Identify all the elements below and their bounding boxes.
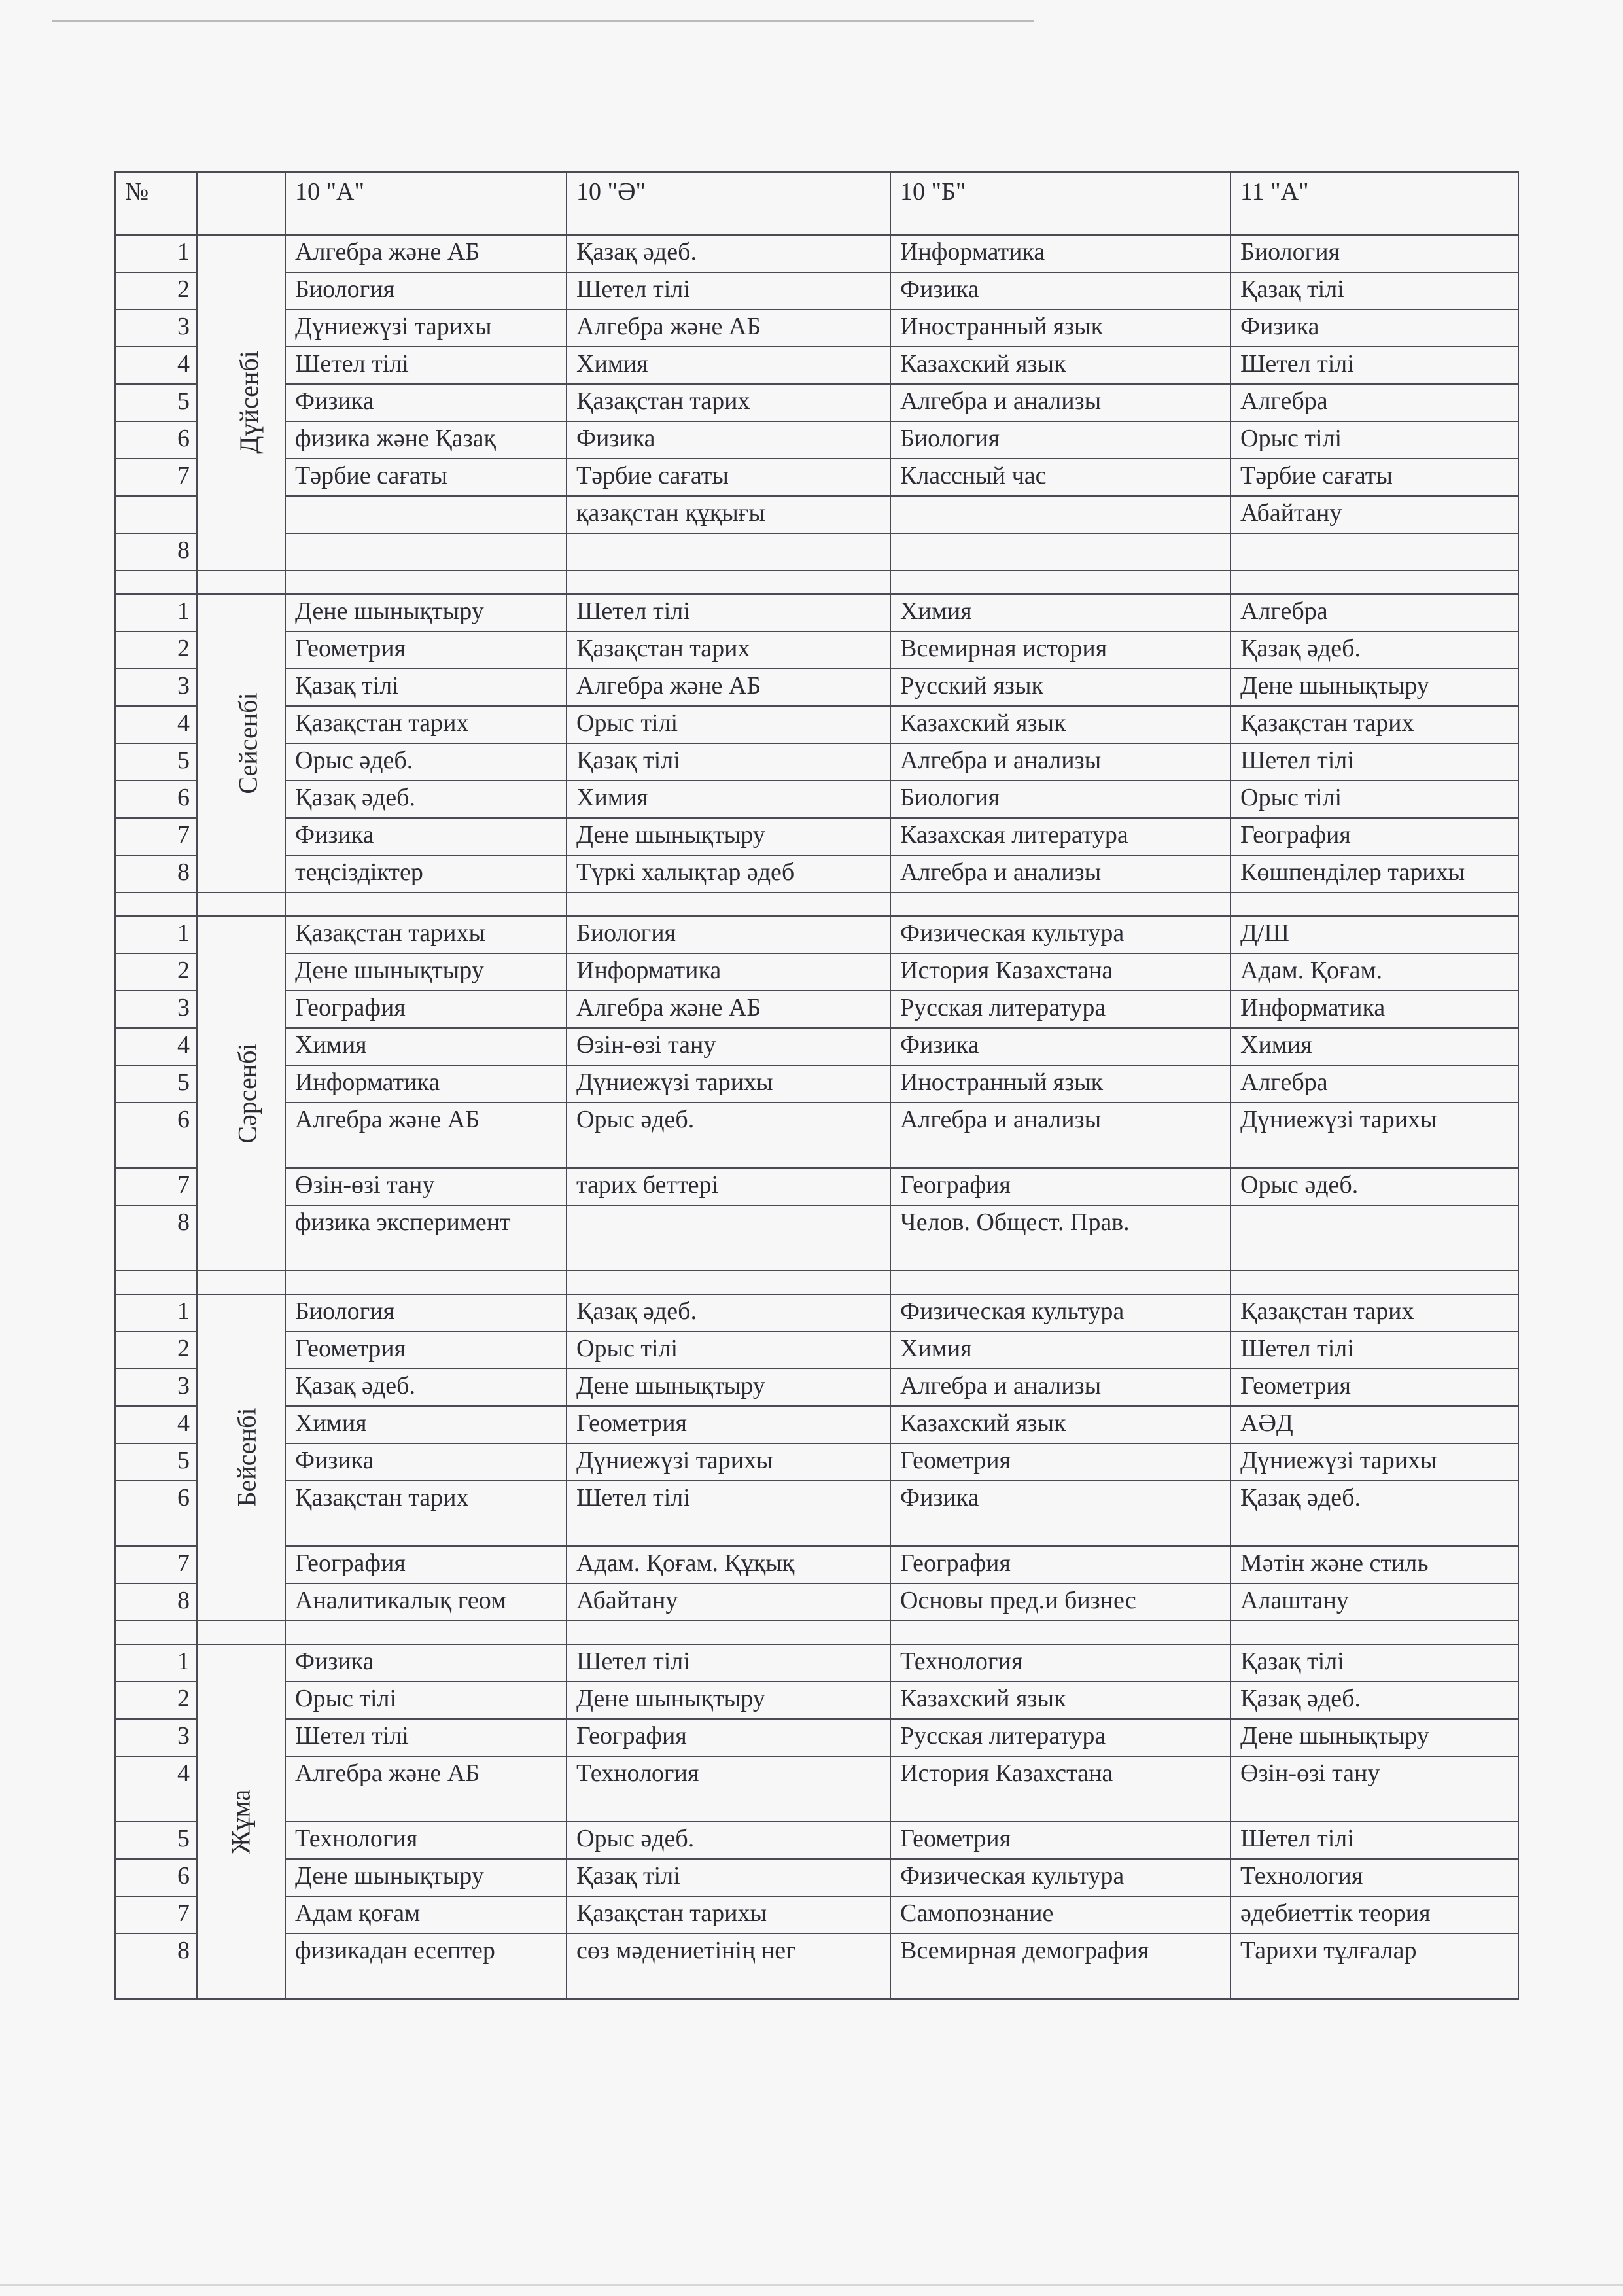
subject-cell: Орыс әдеб. xyxy=(567,1103,890,1168)
empty-cell xyxy=(285,1621,567,1644)
empty-cell xyxy=(197,1621,285,1644)
subject-cell: тарих беттері xyxy=(567,1168,890,1205)
subject-cell: Өзін-өзі тану xyxy=(567,1028,890,1065)
subject-cell: Челов. Общест. Прав. xyxy=(890,1205,1230,1271)
subject-cell: Орыс әдеб. xyxy=(1230,1168,1518,1205)
subject-cell: Абайтану xyxy=(1230,496,1518,533)
subject-cell: Қазақстан тарихы xyxy=(567,1896,890,1934)
subject-cell: Физика xyxy=(285,1443,567,1481)
day-name: Дүйсенбі xyxy=(234,351,264,454)
subject-cell: Қазақ әдеб. xyxy=(567,1294,890,1332)
empty-cell xyxy=(115,1271,197,1294)
subject-cell: Мәтін және стиль xyxy=(1230,1546,1518,1583)
day-name: Сәрсенбі xyxy=(232,1042,262,1144)
lesson-row xyxy=(115,1546,1518,1583)
lesson-number: 2 xyxy=(115,272,197,309)
subject-cell: География xyxy=(1230,818,1518,855)
lesson-number xyxy=(115,496,197,533)
empty-cell xyxy=(197,892,285,916)
subject-cell: История Казахстана xyxy=(890,953,1230,991)
lesson-number: 3 xyxy=(115,1719,197,1756)
subject-cell: Технология xyxy=(285,1822,567,1859)
day-name: Бейсенбі xyxy=(232,1407,262,1507)
lesson-number: 1 xyxy=(115,1294,197,1332)
subject-cell: Геометрия xyxy=(1230,1369,1518,1406)
lesson-row xyxy=(115,347,1518,384)
lesson-row xyxy=(115,272,1518,309)
subject-cell: Химия xyxy=(285,1406,567,1443)
lesson-row xyxy=(115,1583,1518,1621)
lesson-number: 3 xyxy=(115,1369,197,1406)
subject-cell: Қазақстан тарих xyxy=(1230,706,1518,743)
subject-cell: Тәрбие сағаты xyxy=(567,459,890,496)
subject-cell: Дүниежүзі тарихы xyxy=(567,1065,890,1103)
subject-cell: Тәрбие сағаты xyxy=(1230,459,1518,496)
subject-cell: Орыс әдеб. xyxy=(285,743,567,781)
subject-cell: Казахский язык xyxy=(890,1682,1230,1719)
subject-cell xyxy=(1230,1205,1518,1271)
lesson-row xyxy=(115,855,1518,892)
subject-cell: физикадан есептер xyxy=(285,1934,567,1999)
subject-cell: Қазақ әдеб. xyxy=(285,1369,567,1406)
subject-cell: Шетел тілі xyxy=(285,1719,567,1756)
subject-cell: Биология xyxy=(890,421,1230,459)
lesson-number: 8 xyxy=(115,1583,197,1621)
lesson-number: 1 xyxy=(115,594,197,631)
subject-cell: Дүниежүзі тарихы xyxy=(1230,1443,1518,1481)
subject-cell xyxy=(285,533,567,571)
empty-cell xyxy=(567,1271,890,1294)
lesson-row xyxy=(115,1822,1518,1859)
lesson-row xyxy=(115,1644,1518,1682)
subject-cell: Информатика xyxy=(1230,991,1518,1028)
timetable-body xyxy=(115,235,1518,1999)
subject-cell: Русский язык xyxy=(890,669,1230,706)
subject-cell: Биология xyxy=(285,1294,567,1332)
lesson-number: 5 xyxy=(115,384,197,421)
lesson-number: 4 xyxy=(115,706,197,743)
subject-cell: Алгебра и анализы xyxy=(890,384,1230,421)
lesson-number: 1 xyxy=(115,1644,197,1682)
empty-cell xyxy=(1230,1271,1518,1294)
subject-cell xyxy=(567,533,890,571)
subject-cell: Дене шынықтыру xyxy=(567,1682,890,1719)
subject-cell: Қазақстан тарих xyxy=(285,1481,567,1546)
subject-cell: Шетел тілі xyxy=(567,1644,890,1682)
empty-cell xyxy=(197,1271,285,1294)
subject-cell: Информатика xyxy=(890,235,1230,272)
lesson-number: 7 xyxy=(115,1896,197,1934)
empty-cell xyxy=(197,571,285,594)
empty-cell xyxy=(285,1271,567,1294)
subject-cell: Технология xyxy=(567,1756,890,1822)
day-name-cell xyxy=(197,235,285,571)
class-header: 10 "А" xyxy=(285,172,567,235)
lesson-row xyxy=(115,781,1518,818)
subject-cell: Физика xyxy=(1230,309,1518,347)
day-separator-row xyxy=(115,1621,1518,1644)
lesson-number: 6 xyxy=(115,1859,197,1896)
subject-cell: Информатика xyxy=(285,1065,567,1103)
subject-cell: Орыс тілі xyxy=(1230,781,1518,818)
lesson-row xyxy=(115,459,1518,496)
subject-cell: Алгебра және АБ xyxy=(285,1103,567,1168)
subject-cell: Физика xyxy=(890,272,1230,309)
subject-cell: Русская литература xyxy=(890,1719,1230,1756)
empty-cell xyxy=(115,571,197,594)
lesson-number: 4 xyxy=(115,1028,197,1065)
subject-cell: Өзін-өзі тану xyxy=(285,1168,567,1205)
lesson-row xyxy=(115,421,1518,459)
empty-cell xyxy=(1230,571,1518,594)
subject-cell: Адам. Қоғам. Құқық xyxy=(567,1546,890,1583)
subject-cell: АӘД xyxy=(1230,1406,1518,1443)
subject-cell: Орыс әдеб. xyxy=(567,1822,890,1859)
subject-cell: Технология xyxy=(1230,1859,1518,1896)
lesson-number: 3 xyxy=(115,309,197,347)
class-header: 10 "Б" xyxy=(890,172,1230,235)
subject-cell: Алгебра и анализы xyxy=(890,855,1230,892)
subject-cell: Русская литература xyxy=(890,991,1230,1028)
subject-cell: Қазақстан тарих xyxy=(285,706,567,743)
lesson-row xyxy=(115,818,1518,855)
lesson-row xyxy=(115,1682,1518,1719)
subject-cell: Химия xyxy=(890,1332,1230,1369)
day-name-cell xyxy=(197,1294,285,1621)
lesson-number: 6 xyxy=(115,421,197,459)
subject-cell: Технология xyxy=(890,1644,1230,1682)
day-name: Жұма xyxy=(226,1789,256,1854)
subject-cell: Дүниежүзі тарихы xyxy=(285,309,567,347)
subject-cell: Химия xyxy=(567,347,890,384)
subject-cell: Дене шынықтыру xyxy=(285,953,567,991)
lesson-number: 2 xyxy=(115,631,197,669)
subject-cell xyxy=(567,1205,890,1271)
lesson-number: 2 xyxy=(115,1332,197,1369)
day-name: Сейсенбі xyxy=(233,692,263,794)
lesson-row xyxy=(115,1369,1518,1406)
lesson-number: 3 xyxy=(115,669,197,706)
lesson-number: 7 xyxy=(115,1168,197,1205)
subject-cell: Алгебра және АБ xyxy=(567,669,890,706)
lesson-number: 4 xyxy=(115,1406,197,1443)
subject-cell: География xyxy=(890,1546,1230,1583)
subject-cell: Орыс тілі xyxy=(567,1332,890,1369)
subject-cell: Химия xyxy=(890,594,1230,631)
subject-cell: Алгебра xyxy=(1230,384,1518,421)
subject-cell: Дене шынықтыру xyxy=(1230,669,1518,706)
subject-cell: Қазақ әдеб. xyxy=(1230,1682,1518,1719)
subject-cell: Қазақ әдеб. xyxy=(1230,1481,1518,1546)
lesson-row xyxy=(115,1103,1518,1168)
lesson-row xyxy=(115,1294,1518,1332)
subject-cell: Дене шынықтыру xyxy=(567,818,890,855)
subject-cell: Иностранный язык xyxy=(890,309,1230,347)
lesson-row xyxy=(115,916,1518,953)
scan-edge-line xyxy=(0,2284,1623,2286)
timetable-sheet xyxy=(114,171,1518,2000)
subject-cell: Шетел тілі xyxy=(1230,347,1518,384)
lesson-row xyxy=(115,1168,1518,1205)
lesson-row xyxy=(115,1443,1518,1481)
subject-cell: Физика xyxy=(285,818,567,855)
lesson-number: 5 xyxy=(115,743,197,781)
subject-cell: Қазақ тілі xyxy=(1230,272,1518,309)
empty-cell xyxy=(1230,1621,1518,1644)
lesson-number: 6 xyxy=(115,1481,197,1546)
lesson-number: 8 xyxy=(115,855,197,892)
subject-cell: Д/Ш xyxy=(1230,916,1518,953)
lesson-row xyxy=(115,1028,1518,1065)
lesson-number: 6 xyxy=(115,781,197,818)
empty-cell xyxy=(890,1271,1230,1294)
subject-cell: Алгебра и анализы xyxy=(890,1369,1230,1406)
subject-cell: Физическая культура xyxy=(890,1859,1230,1896)
subject-cell: Биология xyxy=(890,781,1230,818)
empty-cell xyxy=(1230,892,1518,916)
subject-cell: Химия xyxy=(1230,1028,1518,1065)
day-name-cell xyxy=(197,916,285,1271)
lesson-number: 7 xyxy=(115,818,197,855)
lesson-row xyxy=(115,594,1518,631)
header-row xyxy=(115,172,1518,235)
subject-cell: Қазақстан тарих xyxy=(567,631,890,669)
lesson-row xyxy=(115,706,1518,743)
lesson-row xyxy=(115,309,1518,347)
empty-cell xyxy=(115,1621,197,1644)
scan-edge-line xyxy=(52,20,1034,22)
lesson-row xyxy=(115,743,1518,781)
subject-cell: Қазақ тілі xyxy=(1230,1644,1518,1682)
lesson-number: 2 xyxy=(115,953,197,991)
lesson-row xyxy=(115,1859,1518,1896)
lesson-row xyxy=(115,1896,1518,1934)
empty-cell xyxy=(567,892,890,916)
class-header: 11 "А" xyxy=(1230,172,1518,235)
empty-cell xyxy=(285,571,567,594)
subject-cell: География xyxy=(285,1546,567,1583)
lesson-row xyxy=(115,1065,1518,1103)
subject-cell: Шетел тілі xyxy=(567,1481,890,1546)
lesson-row xyxy=(115,991,1518,1028)
subject-cell: Алгебра и анализы xyxy=(890,1103,1230,1168)
subject-cell xyxy=(285,496,567,533)
lesson-number: 4 xyxy=(115,347,197,384)
subject-cell: Иностранный язык xyxy=(890,1065,1230,1103)
lesson-number: 7 xyxy=(115,459,197,496)
lesson-row xyxy=(115,1406,1518,1443)
subject-cell: Адам қоғам xyxy=(285,1896,567,1934)
lesson-number: 5 xyxy=(115,1443,197,1481)
lesson-row xyxy=(115,533,1518,571)
subject-cell: Орыс тілі xyxy=(567,706,890,743)
lesson-row xyxy=(115,1332,1518,1369)
subject-cell: физика эксперимент xyxy=(285,1205,567,1271)
subject-cell: История Казахстана xyxy=(890,1756,1230,1822)
day-name-cell xyxy=(197,594,285,892)
subject-cell: Физическая культура xyxy=(890,916,1230,953)
empty-cell xyxy=(115,892,197,916)
day-name-cell xyxy=(197,1644,285,1999)
lesson-row xyxy=(115,1205,1518,1271)
subject-cell: Тәрбие сағаты xyxy=(285,459,567,496)
day-separator-row xyxy=(115,892,1518,916)
subject-cell: Қазақстан тарихы xyxy=(285,916,567,953)
subject-cell: Алгебра xyxy=(1230,594,1518,631)
subject-cell xyxy=(1230,533,1518,571)
subject-cell: Шетел тілі xyxy=(1230,743,1518,781)
subject-cell: Қазақстан тарих xyxy=(567,384,890,421)
subject-cell: Самопознание xyxy=(890,1896,1230,1934)
lesson-number: 1 xyxy=(115,235,197,272)
subject-cell: Қазақ әдеб. xyxy=(1230,631,1518,669)
subject-cell: Физическая культура xyxy=(890,1294,1230,1332)
subject-cell: Шетел тілі xyxy=(567,594,890,631)
subject-cell: Алгебра и анализы xyxy=(890,743,1230,781)
subject-cell: Дүниежүзі тарихы xyxy=(567,1443,890,1481)
subject-cell: Қазақ әдеб. xyxy=(285,781,567,818)
lesson-number: 8 xyxy=(115,533,197,571)
lesson-row xyxy=(115,953,1518,991)
subject-cell: Алгебра және АБ xyxy=(285,235,567,272)
subject-cell: Дене шынықтыру xyxy=(285,1859,567,1896)
subject-cell: Дүниежүзі тарихы xyxy=(1230,1103,1518,1168)
subject-cell: әдебиеттік теория xyxy=(1230,1896,1518,1934)
subject-cell: Түркі халықтар әдеб xyxy=(567,855,890,892)
subject-cell: сөз мәдениетінің нег xyxy=(567,1934,890,1999)
subject-cell: Физика xyxy=(567,421,890,459)
subject-cell: Абайтану xyxy=(567,1583,890,1621)
subject-cell: Биология xyxy=(285,272,567,309)
empty-cell xyxy=(567,1621,890,1644)
subject-cell: Адам. Қоғам. xyxy=(1230,953,1518,991)
subject-cell: Информатика xyxy=(567,953,890,991)
lesson-row xyxy=(115,1934,1518,1999)
empty-cell xyxy=(890,892,1230,916)
subject-cell: Алгебра xyxy=(1230,1065,1518,1103)
subject-cell: Геометрия xyxy=(890,1443,1230,1481)
lesson-number: 5 xyxy=(115,1822,197,1859)
number-header: № xyxy=(115,172,197,235)
subject-cell: Қазақ тілі xyxy=(567,743,890,781)
subject-cell: Қазақ тілі xyxy=(285,669,567,706)
subject-cell: Химия xyxy=(567,781,890,818)
lesson-row xyxy=(115,631,1518,669)
subject-cell xyxy=(890,533,1230,571)
lesson-number: 4 xyxy=(115,1756,197,1822)
subject-cell: Шетел тілі xyxy=(567,272,890,309)
lesson-row xyxy=(115,669,1518,706)
subject-cell: Дене шынықтыру xyxy=(1230,1719,1518,1756)
lesson-number: 8 xyxy=(115,1205,197,1271)
subject-cell: Основы пред.и бизнес xyxy=(890,1583,1230,1621)
subject-cell: Физика xyxy=(285,384,567,421)
lesson-row xyxy=(115,235,1518,272)
lesson-number: 8 xyxy=(115,1934,197,1999)
subject-cell: Өзін-өзі тану xyxy=(1230,1756,1518,1822)
subject-cell: Тарихи тұлғалар xyxy=(1230,1934,1518,1999)
empty-cell xyxy=(567,571,890,594)
lesson-number: 7 xyxy=(115,1546,197,1583)
timetable xyxy=(114,171,1519,2000)
lesson-number: 6 xyxy=(115,1103,197,1168)
subject-cell: Физика xyxy=(285,1644,567,1682)
subject-cell: Аналитикалық геом xyxy=(285,1583,567,1621)
subject-cell: Алгебра және АБ xyxy=(567,991,890,1028)
empty-cell xyxy=(890,1621,1230,1644)
subject-cell: Классный час xyxy=(890,459,1230,496)
day-separator-row xyxy=(115,1271,1518,1294)
subject-cell: Алаштану xyxy=(1230,1583,1518,1621)
lesson-row xyxy=(115,1481,1518,1546)
subject-cell: Қазақ әдеб. xyxy=(567,235,890,272)
empty-cell xyxy=(890,571,1230,594)
subject-cell: Алгебра және АБ xyxy=(285,1756,567,1822)
subject-cell: География xyxy=(567,1719,890,1756)
subject-cell: Всемирная демография xyxy=(890,1934,1230,1999)
lesson-row xyxy=(115,384,1518,421)
subject-cell: Химия xyxy=(285,1028,567,1065)
day-separator-row xyxy=(115,571,1518,594)
subject-cell: Алгебра және АБ xyxy=(567,309,890,347)
subject-cell: География xyxy=(285,991,567,1028)
subject-cell: Шетел тілі xyxy=(1230,1332,1518,1369)
subject-cell: қазақстан құқығы xyxy=(567,496,890,533)
subject-cell: физика және Қазақ xyxy=(285,421,567,459)
class-header: 10 "Ә" xyxy=(567,172,890,235)
subject-cell: География xyxy=(890,1168,1230,1205)
subject-cell: Орыс тілі xyxy=(285,1682,567,1719)
subject-cell: Шетел тілі xyxy=(285,347,567,384)
subject-cell: Дене шынықтыру xyxy=(567,1369,890,1406)
subject-cell: Казахский язык xyxy=(890,706,1230,743)
day-header xyxy=(197,172,285,235)
lesson-number: 2 xyxy=(115,1682,197,1719)
subject-cell: Биология xyxy=(567,916,890,953)
subject-cell: Физика xyxy=(890,1028,1230,1065)
lesson-row xyxy=(115,1719,1518,1756)
subject-cell: Казахский язык xyxy=(890,1406,1230,1443)
lesson-number: 1 xyxy=(115,916,197,953)
subject-cell: Всемирная история xyxy=(890,631,1230,669)
subject-cell: Геометрия xyxy=(285,1332,567,1369)
subject-cell: Казахский язык xyxy=(890,347,1230,384)
empty-cell xyxy=(285,892,567,916)
subject-cell: Геометрия xyxy=(567,1406,890,1443)
subject-cell xyxy=(890,496,1230,533)
subject-cell: Шетел тілі xyxy=(1230,1822,1518,1859)
subject-cell: Қазақ тілі xyxy=(567,1859,890,1896)
subject-cell: Геометрия xyxy=(285,631,567,669)
subject-cell: Көшпенділер тарихы xyxy=(1230,855,1518,892)
lesson-row xyxy=(115,1756,1518,1822)
subject-cell: Казахская литература xyxy=(890,818,1230,855)
subject-cell: Орыс тілі xyxy=(1230,421,1518,459)
lesson-number: 5 xyxy=(115,1065,197,1103)
subject-cell: Дене шынықтыру xyxy=(285,594,567,631)
subject-cell: Қазақстан тарих xyxy=(1230,1294,1518,1332)
subject-cell: Геометрия xyxy=(890,1822,1230,1859)
subject-cell: Биология xyxy=(1230,235,1518,272)
lesson-number: 3 xyxy=(115,991,197,1028)
lesson-row xyxy=(115,496,1518,533)
subject-cell: Физика xyxy=(890,1481,1230,1546)
subject-cell: теңсіздіктер xyxy=(285,855,567,892)
